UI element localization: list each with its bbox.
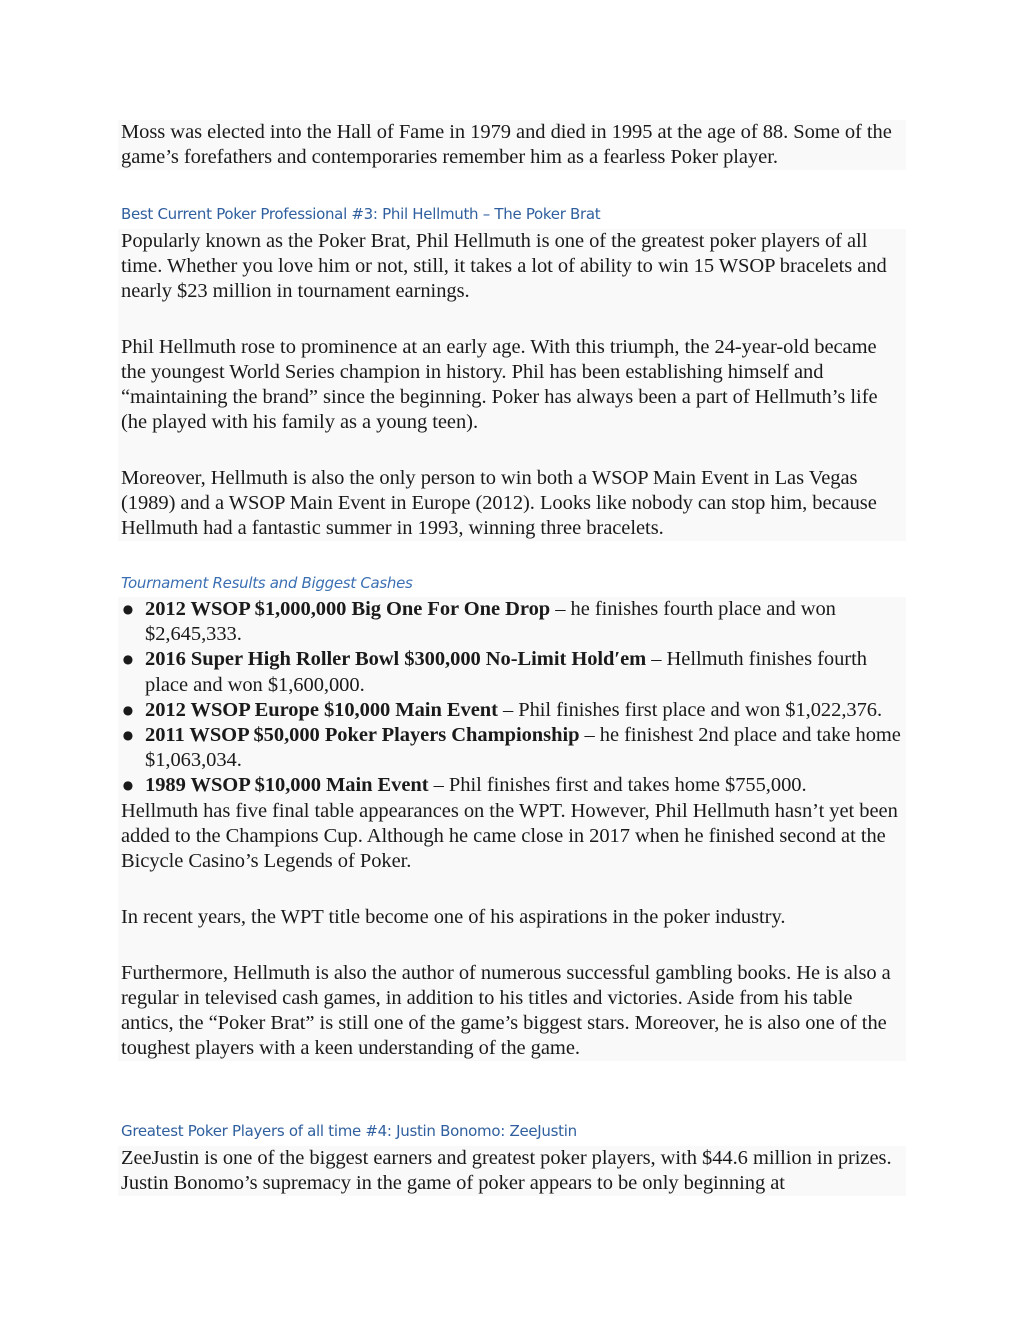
paragraph-gap (118, 874, 906, 905)
result-title: 2011 WSOP $50,000 Poker Players Championship (145, 724, 580, 747)
list-item (118, 773, 906, 798)
paragraph-gap (118, 435, 906, 466)
list-item (118, 647, 906, 697)
intro-block (118, 120, 906, 170)
result-detail: – Phil finishes first and takes home $755,000. (428, 774, 807, 797)
results-paragraph-1: Hellmuth has five final table appearances on the WPT. However, Phil Hellmuth hasn’t yet been added to the Champions Cup. Although he came close in 2017 when he finished second at the Bicycle Casino’s Legends of Poker. (121, 799, 898, 872)
results-paragraph-3: Furthermore, Hellmuth is also the author of numerous successful gambling books. He is also a regular in televised cash games, in addition to his titles and victories. Aside from his table antics, the “Poker Brat” is still one of the game’s biggest stars. Moreover, he is also one of the toughest players with a keen understanding of the game. (121, 961, 891, 1059)
paragraph-gap (118, 930, 906, 961)
hellmuth-paragraph-3: Moreover, Hellmuth is also the only person to win both a WSOP Main Event in Las Vegas (1989) and a WSOP Main Event in Europe (2012). Looks like nobody can stop him, because Hellmuth had a fantastic summer in 1993, winning three bracelets. (121, 467, 877, 539)
intro-paragraph: Moss was elected into the Hall of Fame in 1979 and died in 1995 at the age of 88. Some of the game’s forefathers and contemporaries remember him as a fearless Poker player. (121, 121, 892, 168)
result-title: 1989 WSOP $10,000 Main Event (145, 774, 429, 797)
result-detail: – he finishes fourth place and won $2,645,333. (145, 598, 836, 646)
results-heading: Tournament Results and Biggest Cashes (121, 574, 413, 592)
result-title: 2012 WSOP Europe $10,000 Main Event (145, 698, 498, 721)
list-item (118, 698, 906, 723)
paragraph-gap (118, 304, 906, 335)
result-title: 2016 Super High Roller Bowl $300,000 No-Limit Hold′em (145, 648, 647, 671)
hellmuth-block (118, 229, 906, 541)
section-heading-hellmuth: Best Current Poker Professional #3: Phil Hellmuth – The Poker Brat (121, 205, 601, 223)
bullet-icon: ● (122, 728, 134, 743)
result-title: 2012 WSOP $1,000,000 Big One For One Drop (145, 598, 551, 620)
list-item (118, 597, 906, 647)
bonomo-block (118, 1146, 906, 1196)
result-detail: – Hellmuth finishes fourth place and won $1,600,000. (145, 648, 867, 696)
bullet-icon: ● (122, 778, 134, 793)
list-item (118, 723, 906, 773)
results-paragraph-2: In recent years, the WPT title become one of his aspirations in the poker industry. (121, 905, 786, 928)
section-heading-bonomo: Greatest Poker Players of all time #4: Justin Bonomo: ZeeJustin (121, 1122, 577, 1140)
hellmuth-paragraph-2: Phil Hellmuth rose to prominence at an early age. With this triumph, the 24-year-old became the youngest World Series champion in history. Phil has been establishing himself and “maintaining the brand” since the beginning. Poker has always been a part of Hellmuth’s life (he played with his family as a young teen). (121, 336, 878, 433)
bullet-icon: ● (122, 652, 134, 667)
results-list (118, 597, 906, 799)
bullet-icon: ● (122, 702, 134, 717)
results-block (118, 597, 906, 1061)
bonomo-paragraph: ZeeJustin is one of the biggest earners and greatest poker players, with $44.6 million in prizes. Justin Bonomo’s supremacy in the game of poker appears to be only beginning at (121, 1147, 892, 1194)
result-detail: – he finishest 2nd place and take home $1,063,034. (145, 724, 901, 772)
bullet-icon: ● (122, 602, 134, 616)
hellmuth-paragraph-1: Popularly known as the Poker Brat, Phil Hellmuth is one of the greatest poker players of all time. Whether you love him or not, still, it takes a lot of ability to win 15 WSOP bracelets and nearly $23 million in tournament earnings. (121, 230, 887, 302)
result-detail: – Phil finishes first place and won $1,022,376. (497, 698, 883, 721)
